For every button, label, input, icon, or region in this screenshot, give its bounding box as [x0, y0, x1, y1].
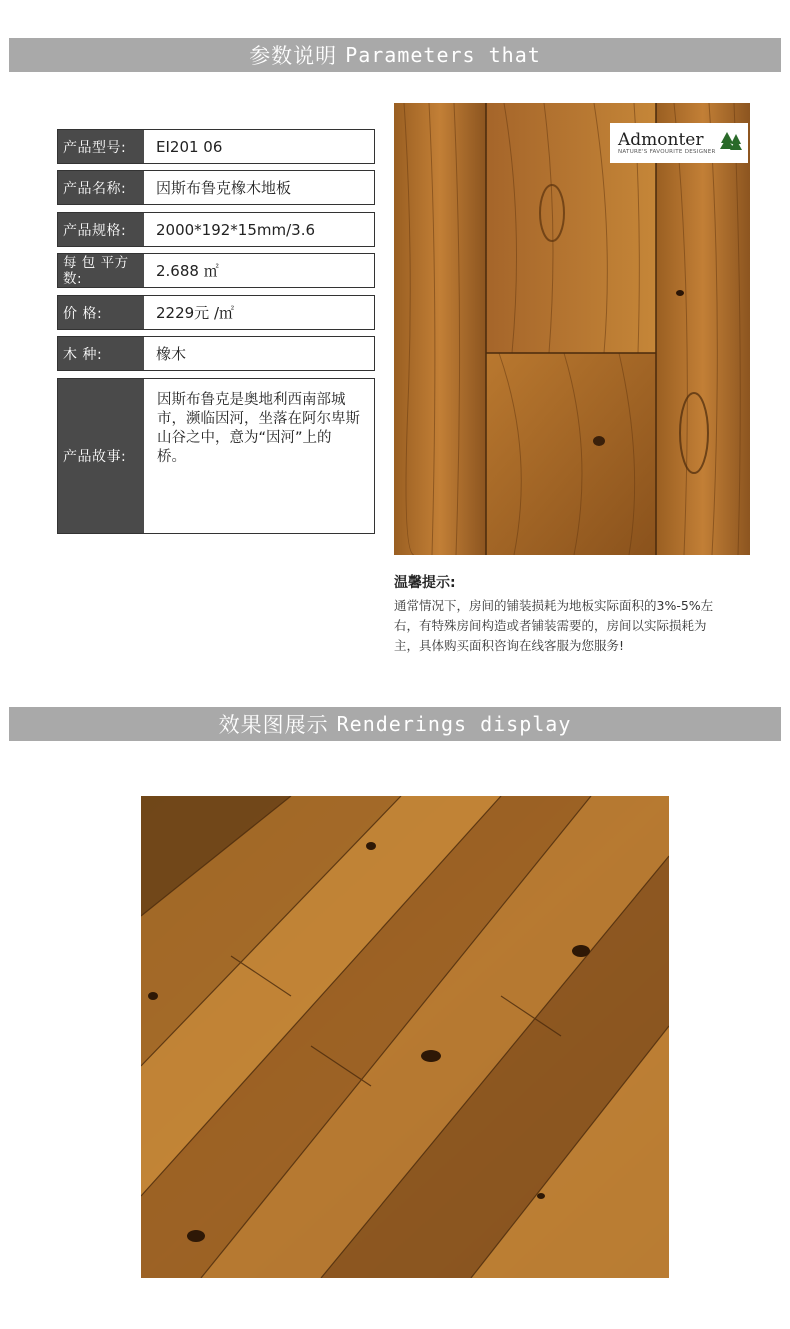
product-sample-image	[394, 103, 750, 555]
param-row-wood-type	[57, 336, 375, 371]
section-header-renderings	[9, 707, 781, 741]
param-value: 橡木	[156, 345, 187, 363]
section-header-parameters	[9, 38, 781, 72]
section-title-en: Parameters that	[345, 43, 541, 67]
param-value: 2229元 /㎡	[156, 304, 234, 322]
param-row-per-pack	[57, 253, 375, 288]
section-title-zh: 参数说明	[249, 44, 338, 68]
tips-title: 温馨提示:	[394, 575, 456, 591]
wood-floor-perspective	[141, 796, 669, 1278]
section-title-zh: 效果图展示	[218, 713, 329, 737]
wood-planks-illustration	[394, 103, 750, 555]
section-title-en: Renderings display	[336, 712, 572, 736]
param-row-price	[57, 295, 375, 330]
param-label: 产品故事:	[58, 379, 144, 533]
param-row-model	[57, 129, 375, 164]
rendering-image	[141, 796, 669, 1278]
param-label: 产品名称:	[58, 171, 144, 204]
tips-block	[394, 572, 714, 656]
brand-name: Admonter	[618, 130, 704, 150]
tree-icon	[720, 131, 742, 153]
param-row-name	[57, 170, 375, 205]
param-value: 2000*192*15mm/3.6	[156, 220, 316, 239]
param-label: 每 包 平方数:	[58, 254, 144, 287]
param-value: 因斯布鲁克橡木地板	[156, 179, 292, 197]
param-label: 木 种:	[58, 337, 144, 370]
param-label: 产品规格:	[58, 213, 144, 246]
brand-logo	[610, 123, 748, 163]
param-row-spec	[57, 212, 375, 247]
param-value: EI201 06	[156, 137, 223, 156]
tips-body: 通常情况下，房间的铺装损耗为地板实际面积的3%-5%左右，有特殊房间构造或者铺装需要的，房间以实际损耗为主，具体购买面积咨询在线客服为您服务!	[394, 598, 714, 653]
param-value: 2.688 ㎡	[156, 262, 219, 280]
param-value: 因斯布鲁克是奥地利西南部城市，濒临因河，坐落在阿尔卑斯山谷之中，意为“因河”上的桥。	[157, 392, 360, 465]
param-row-story	[57, 378, 375, 534]
param-label: 价 格:	[58, 296, 144, 329]
param-label: 产品型号:	[58, 130, 144, 163]
brand-tagline: NATURE'S FAVOURITE DESIGNER	[618, 149, 716, 155]
